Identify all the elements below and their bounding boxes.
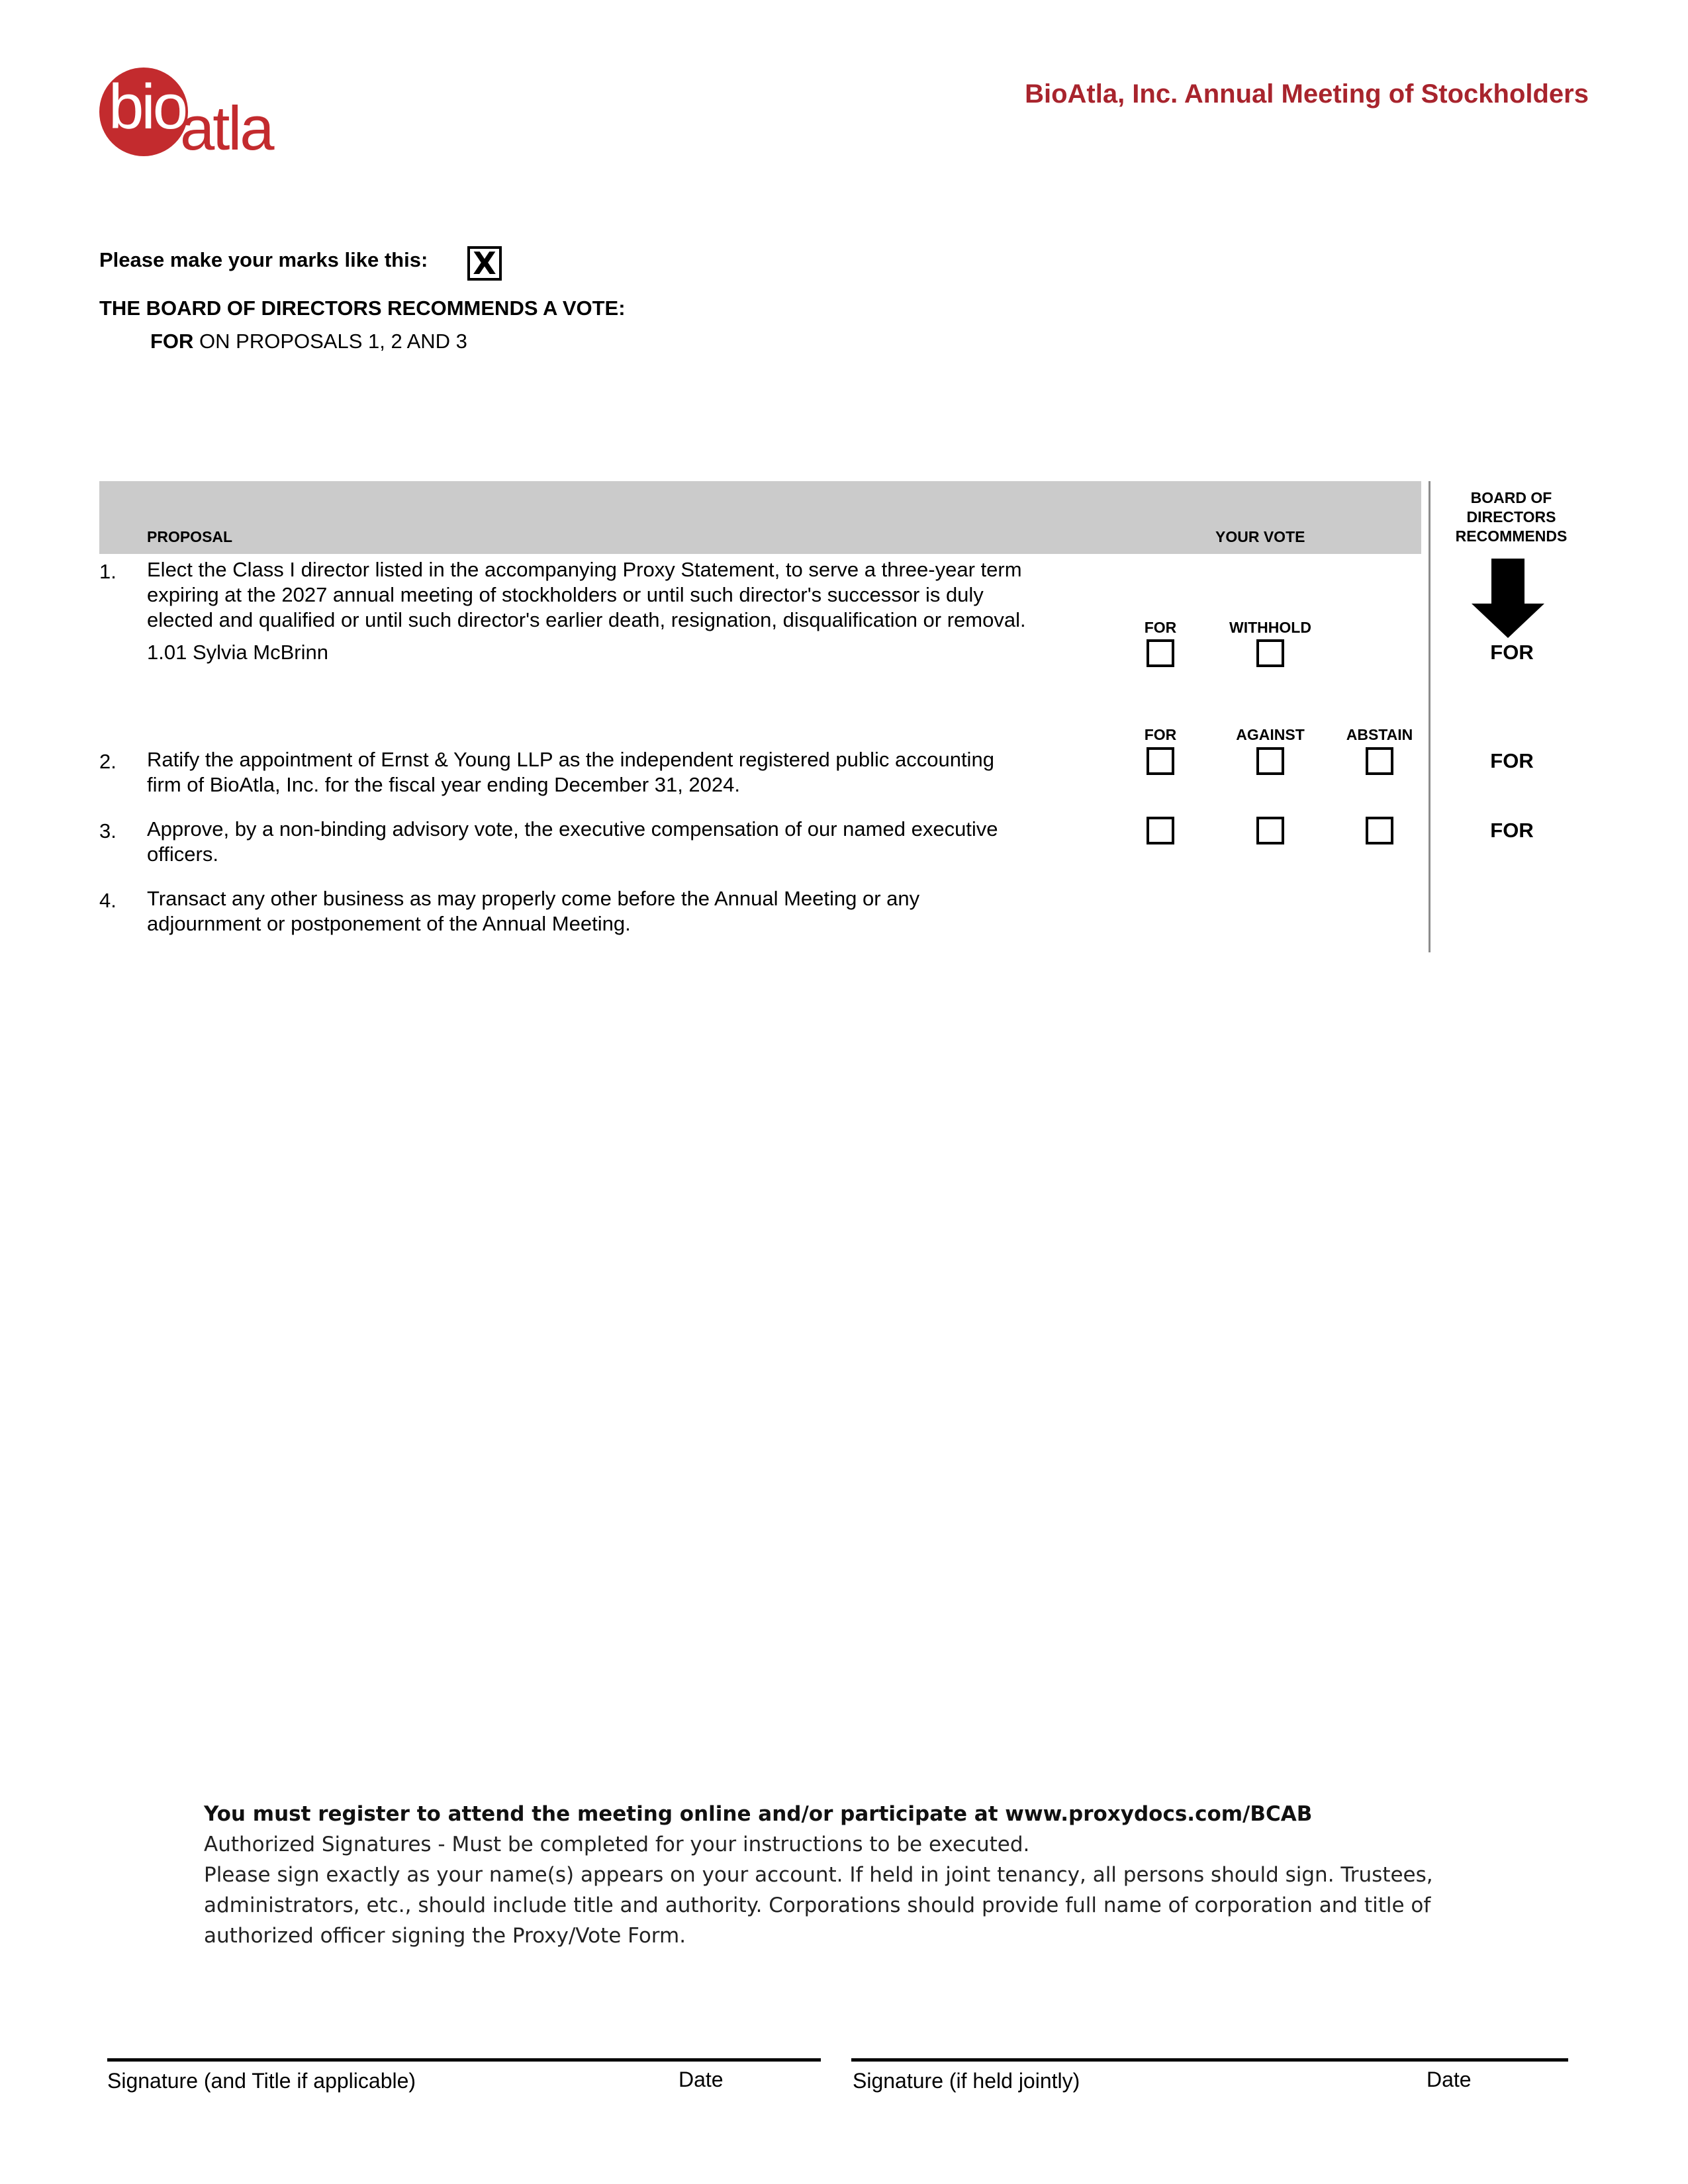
proposal-3-line: Approve, by a non-binding advisory vote, the executive compensation of our named executive	[147, 817, 998, 841]
signature-line-1[interactable]	[107, 2058, 821, 2062]
proposal-2-recommendation: FOR	[1490, 749, 1534, 772]
proposal-4-line: adjournment or postponement of the Annual Meeting.	[147, 912, 631, 935]
proposal-column-label: PROPOSAL	[147, 528, 233, 545]
proposal-2-line: Ratify the appointment of Ernst & Young LLP as the independent registered public accounting	[147, 748, 994, 771]
proposal-1-for-checkbox[interactable]	[1147, 639, 1174, 667]
proposal-1-line: elected and qualified or until such director's earlier death, resignation, disqualification or removal.	[147, 608, 1026, 631]
date-label: Date	[679, 2068, 724, 2091]
signing-instruction-line: administrators, etc., should include title and authority. Corporations should provide full name of corporation and title of	[204, 1893, 1431, 1917]
joint-signature-label: Signature (if held jointly)	[853, 2069, 1080, 2093]
joint-date-label: Date	[1427, 2068, 1472, 2091]
proposal-2-number: 2.	[99, 750, 117, 773]
your-vote-column-label: YOUR VOTE	[1215, 528, 1305, 545]
proposal-2-against-checkbox[interactable]	[1256, 747, 1284, 775]
proposal-3-text	[147, 817, 998, 867]
down-arrow-icon	[1472, 559, 1544, 638]
proposal-1-number: 1.	[99, 560, 117, 583]
page-title: BioAtla, Inc. Annual Meeting of Stockholders	[1025, 79, 1589, 109]
proposal-3-for-checkbox[interactable]	[1147, 817, 1174, 844]
column-divider	[1429, 481, 1430, 952]
proposal-2-line: firm of BioAtla, Inc. for the fiscal year ending December 31, 2024.	[147, 773, 741, 796]
board-label-line-3: RECOMMENDS	[1455, 527, 1568, 545]
for-rest: ON PROPOSALS 1, 2 AND 3	[193, 330, 467, 353]
proposal-1-withhold-checkbox[interactable]	[1256, 639, 1284, 667]
board-recommendation-heading: THE BOARD OF DIRECTORS RECOMMENDS A VOTE:	[99, 296, 626, 320]
signature-label: Signature (and Title if applicable)	[107, 2069, 416, 2093]
logo-text-atla: atla	[180, 93, 273, 163]
choice-label-abstain: ABSTAIN	[1346, 726, 1413, 743]
signing-instruction-line: authorized officer signing the Proxy/Vote Form.	[204, 1924, 686, 1948]
proposal-1-line: Elect the Class I director listed in the accompanying Proxy Statement, to serve a three-year term	[147, 558, 1022, 581]
marked-checkbox-example	[467, 246, 502, 281]
choice-label-against: AGAINST	[1236, 726, 1305, 743]
board-recommends-column-label	[1435, 488, 1587, 546]
registration-notice: You must register to attend the meeting online and/or participate at www.proxydocs.com/BCAB	[204, 1802, 1313, 1826]
board-recommendation-summary	[150, 330, 467, 353]
signature-instructions	[204, 1799, 1462, 1951]
proposal-2-abstain-checkbox[interactable]	[1366, 747, 1393, 775]
marks-instruction: Please make your marks like this:	[99, 248, 428, 271]
nominee-name: 1.01 Sylvia McBrinn	[147, 641, 328, 664]
proposal-3-recommendation: FOR	[1490, 819, 1534, 842]
proposal-4-text	[147, 886, 919, 936]
authorized-signatures-note: Authorized Signatures - Must be completed for your instructions to be executed.	[204, 1833, 1030, 1856]
bioatla-logo	[99, 68, 278, 163]
proposal-2-for-checkbox[interactable]	[1147, 747, 1174, 775]
proposal-3-against-checkbox[interactable]	[1256, 817, 1284, 844]
proposal-2-text	[147, 747, 994, 797]
choice-label-for: FOR	[1144, 619, 1177, 636]
proposal-1-text	[147, 557, 1026, 633]
proposal-3-abstain-checkbox[interactable]	[1366, 817, 1393, 844]
signature-line-2[interactable]	[851, 2058, 1568, 2062]
proposal-4-line: Transact any other business as may properly come before the Annual Meeting or any	[147, 887, 920, 910]
logo-text-bio: bio	[109, 71, 186, 142]
for-bold: FOR	[150, 330, 194, 353]
signing-instruction-line: Please sign exactly as your name(s) appears on your account. If held in joint tenancy, all persons should sign. Trustees,	[204, 1863, 1433, 1887]
choice-label-for: FOR	[1144, 726, 1177, 743]
choice-label-withhold: WITHHOLD	[1229, 619, 1311, 636]
proposal-4-number: 4.	[99, 889, 117, 912]
x-mark-icon: X	[473, 246, 496, 281]
proposal-3-number: 3.	[99, 819, 117, 842]
board-label-line-2: DIRECTORS	[1466, 508, 1556, 525]
proposal-1-recommendation: FOR	[1490, 641, 1534, 664]
proposal-3-line: officers.	[147, 842, 218, 866]
board-label-line-1: BOARD OF	[1470, 489, 1552, 506]
proposal-1-line: expiring at the 2027 annual meeting of stockholders or until such director's successor is duly	[147, 583, 984, 606]
